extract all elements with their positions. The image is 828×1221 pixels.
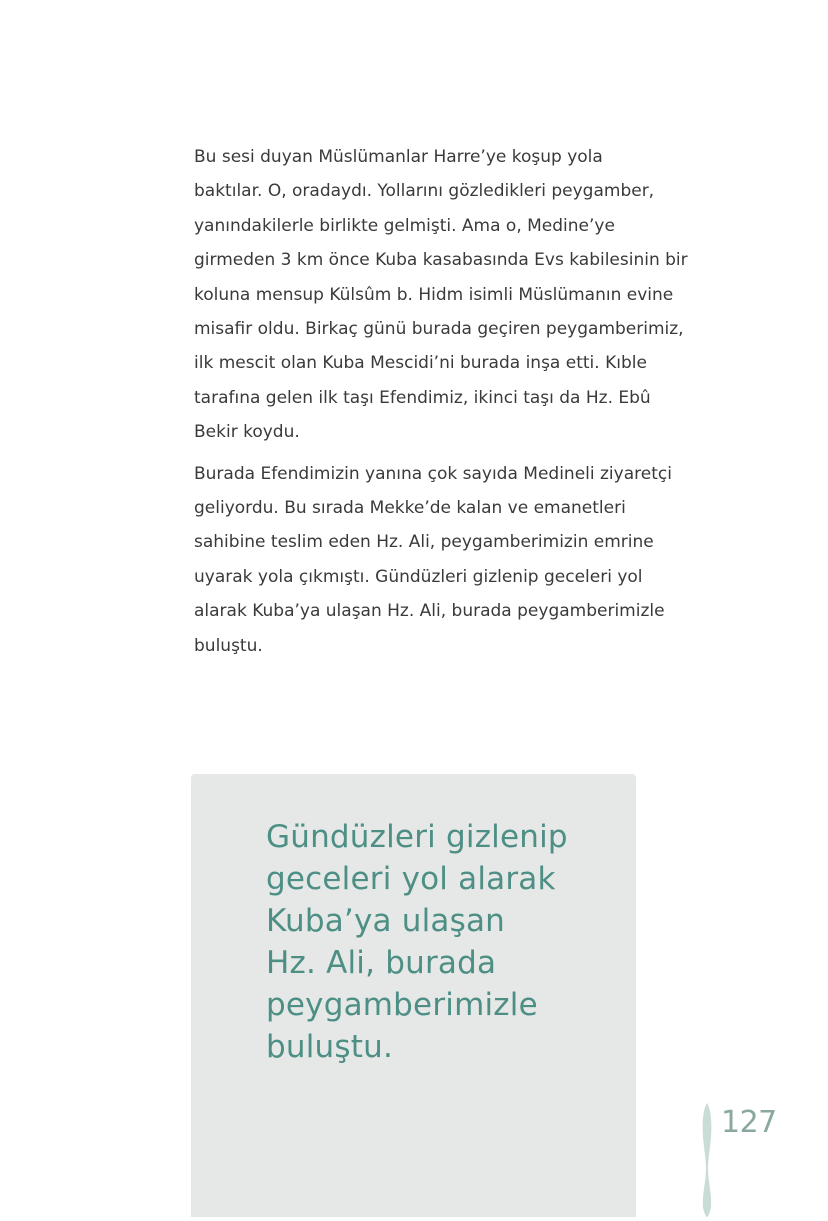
text-line: tarafına gelen ilk taşı Efendimiz, ikinci taşı da Hz. Ebû <box>194 387 651 408</box>
pull-quote-box <box>191 774 636 1217</box>
text-line: buluştu. <box>194 635 263 656</box>
text-line: Burada Efendimizin yanına çok sayıda Medineli ziyaretçi <box>194 463 672 484</box>
pull-quote-line: Gündüzleri gizlenip <box>266 819 568 855</box>
text-line: baktılar. O, oradaydı. Yollarını gözledikleri peygamber, <box>194 181 655 202</box>
text-line: alarak Kuba’ya ulaşan Hz. Ali, burada peygamberimizle <box>194 601 665 622</box>
text-line: sahibine teslim eden Hz. Ali, peygamberimizin emrine <box>194 532 654 553</box>
text-line: uyarak yola çıkmıştı. Gündüzleri gizlenip geceleri yol <box>194 566 643 587</box>
pull-quote-line: Hz. Ali, burada <box>266 945 497 981</box>
ornament-shape <box>699 1103 715 1217</box>
text-line: girmeden 3 km önce Kuba kasabasında Evs kabilesinin bir <box>194 250 688 271</box>
text-line: geliyordu. Bu sırada Mekke’de kalan ve emanetleri <box>194 498 626 519</box>
text-line: Bu sesi duyan Müslümanlar Harre’ye koşup yola <box>194 147 603 167</box>
pull-quote-line: Kuba’ya ulaşan <box>266 903 506 939</box>
pull-quote-line: buluştu. <box>266 1029 393 1065</box>
text-line: ilk mescit olan Kuba Mescidi’ni burada inşa etti. Kıble <box>194 353 647 374</box>
pull-quote-line: peygamberimizle <box>266 987 538 1023</box>
pull-quote-line: geceleri yol alarak <box>266 861 556 897</box>
text-line: Bekir koydu. <box>194 422 300 443</box>
text-line: koluna mensup Külsûm b. Hidm isimli Müslümanın evine <box>194 284 674 305</box>
page-number: 127 <box>721 1105 777 1140</box>
page-marker-ornament <box>699 1103 715 1217</box>
paragraph-2 <box>194 457 694 663</box>
text-line: yanındakilerle birlikte gelmişti. Ama o, Medine’ye <box>194 215 615 236</box>
paragraph-1 <box>194 140 694 450</box>
article-body <box>194 140 694 670</box>
pull-quote <box>266 816 626 1068</box>
text-line: misafir oldu. Birkaç günü burada geçiren peygamberimiz, <box>194 319 684 340</box>
